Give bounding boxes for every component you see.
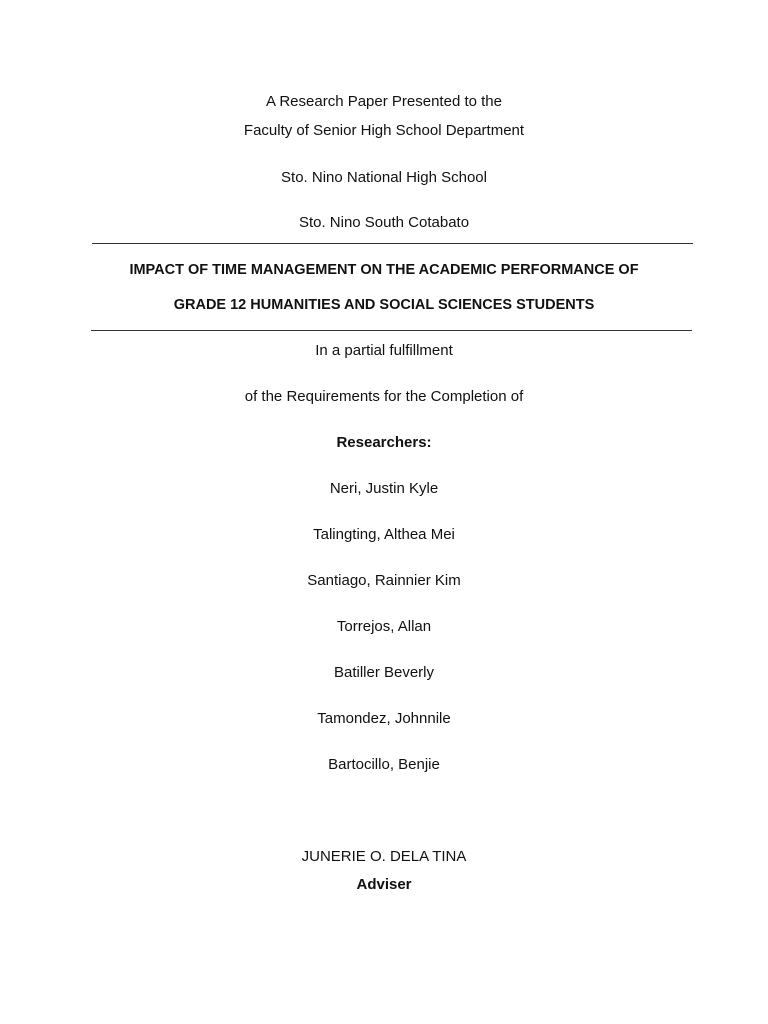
researcher-name: Santiago, Rainnier Kim <box>307 572 461 589</box>
researcher-name: Neri, Justin Kyle <box>329 480 439 497</box>
researchers-heading: Researchers: <box>336 434 432 451</box>
researcher-name: Talingting, Althea Mei <box>313 526 455 543</box>
adviser-role: Adviser <box>356 876 412 893</box>
researcher-name: Tamondez, Johnnile <box>317 710 451 727</box>
department-line: Faculty of Senior High School Department <box>243 122 525 139</box>
title-line-2: GRADE 12 HUMANITIES AND SOCIAL SCIENCES STUDENTS <box>173 297 595 313</box>
fulfillment-line-1: In a partial fulfillment <box>315 342 453 359</box>
adviser-name: JUNERIE O. DELA TINA <box>301 848 467 865</box>
presented-line: A Research Paper Presented to the <box>266 93 502 110</box>
title-line-1: IMPACT OF TIME MANAGEMENT ON THE ACADEMIC PERFORMANCE OF <box>129 262 639 278</box>
fulfillment-line-2: of the Requirements for the Completion of <box>244 388 524 405</box>
researcher-name: Torrejos, Allan <box>336 618 432 635</box>
school-location: Sto. Nino South Cotabato <box>298 214 470 231</box>
researcher-name: Batiller Beverly <box>333 664 435 681</box>
bottom-divider <box>91 330 692 331</box>
researcher-name: Bartocillo, Benjie <box>328 756 440 773</box>
school-name: Sto. Nino National High School <box>281 169 487 186</box>
top-divider <box>92 243 693 244</box>
